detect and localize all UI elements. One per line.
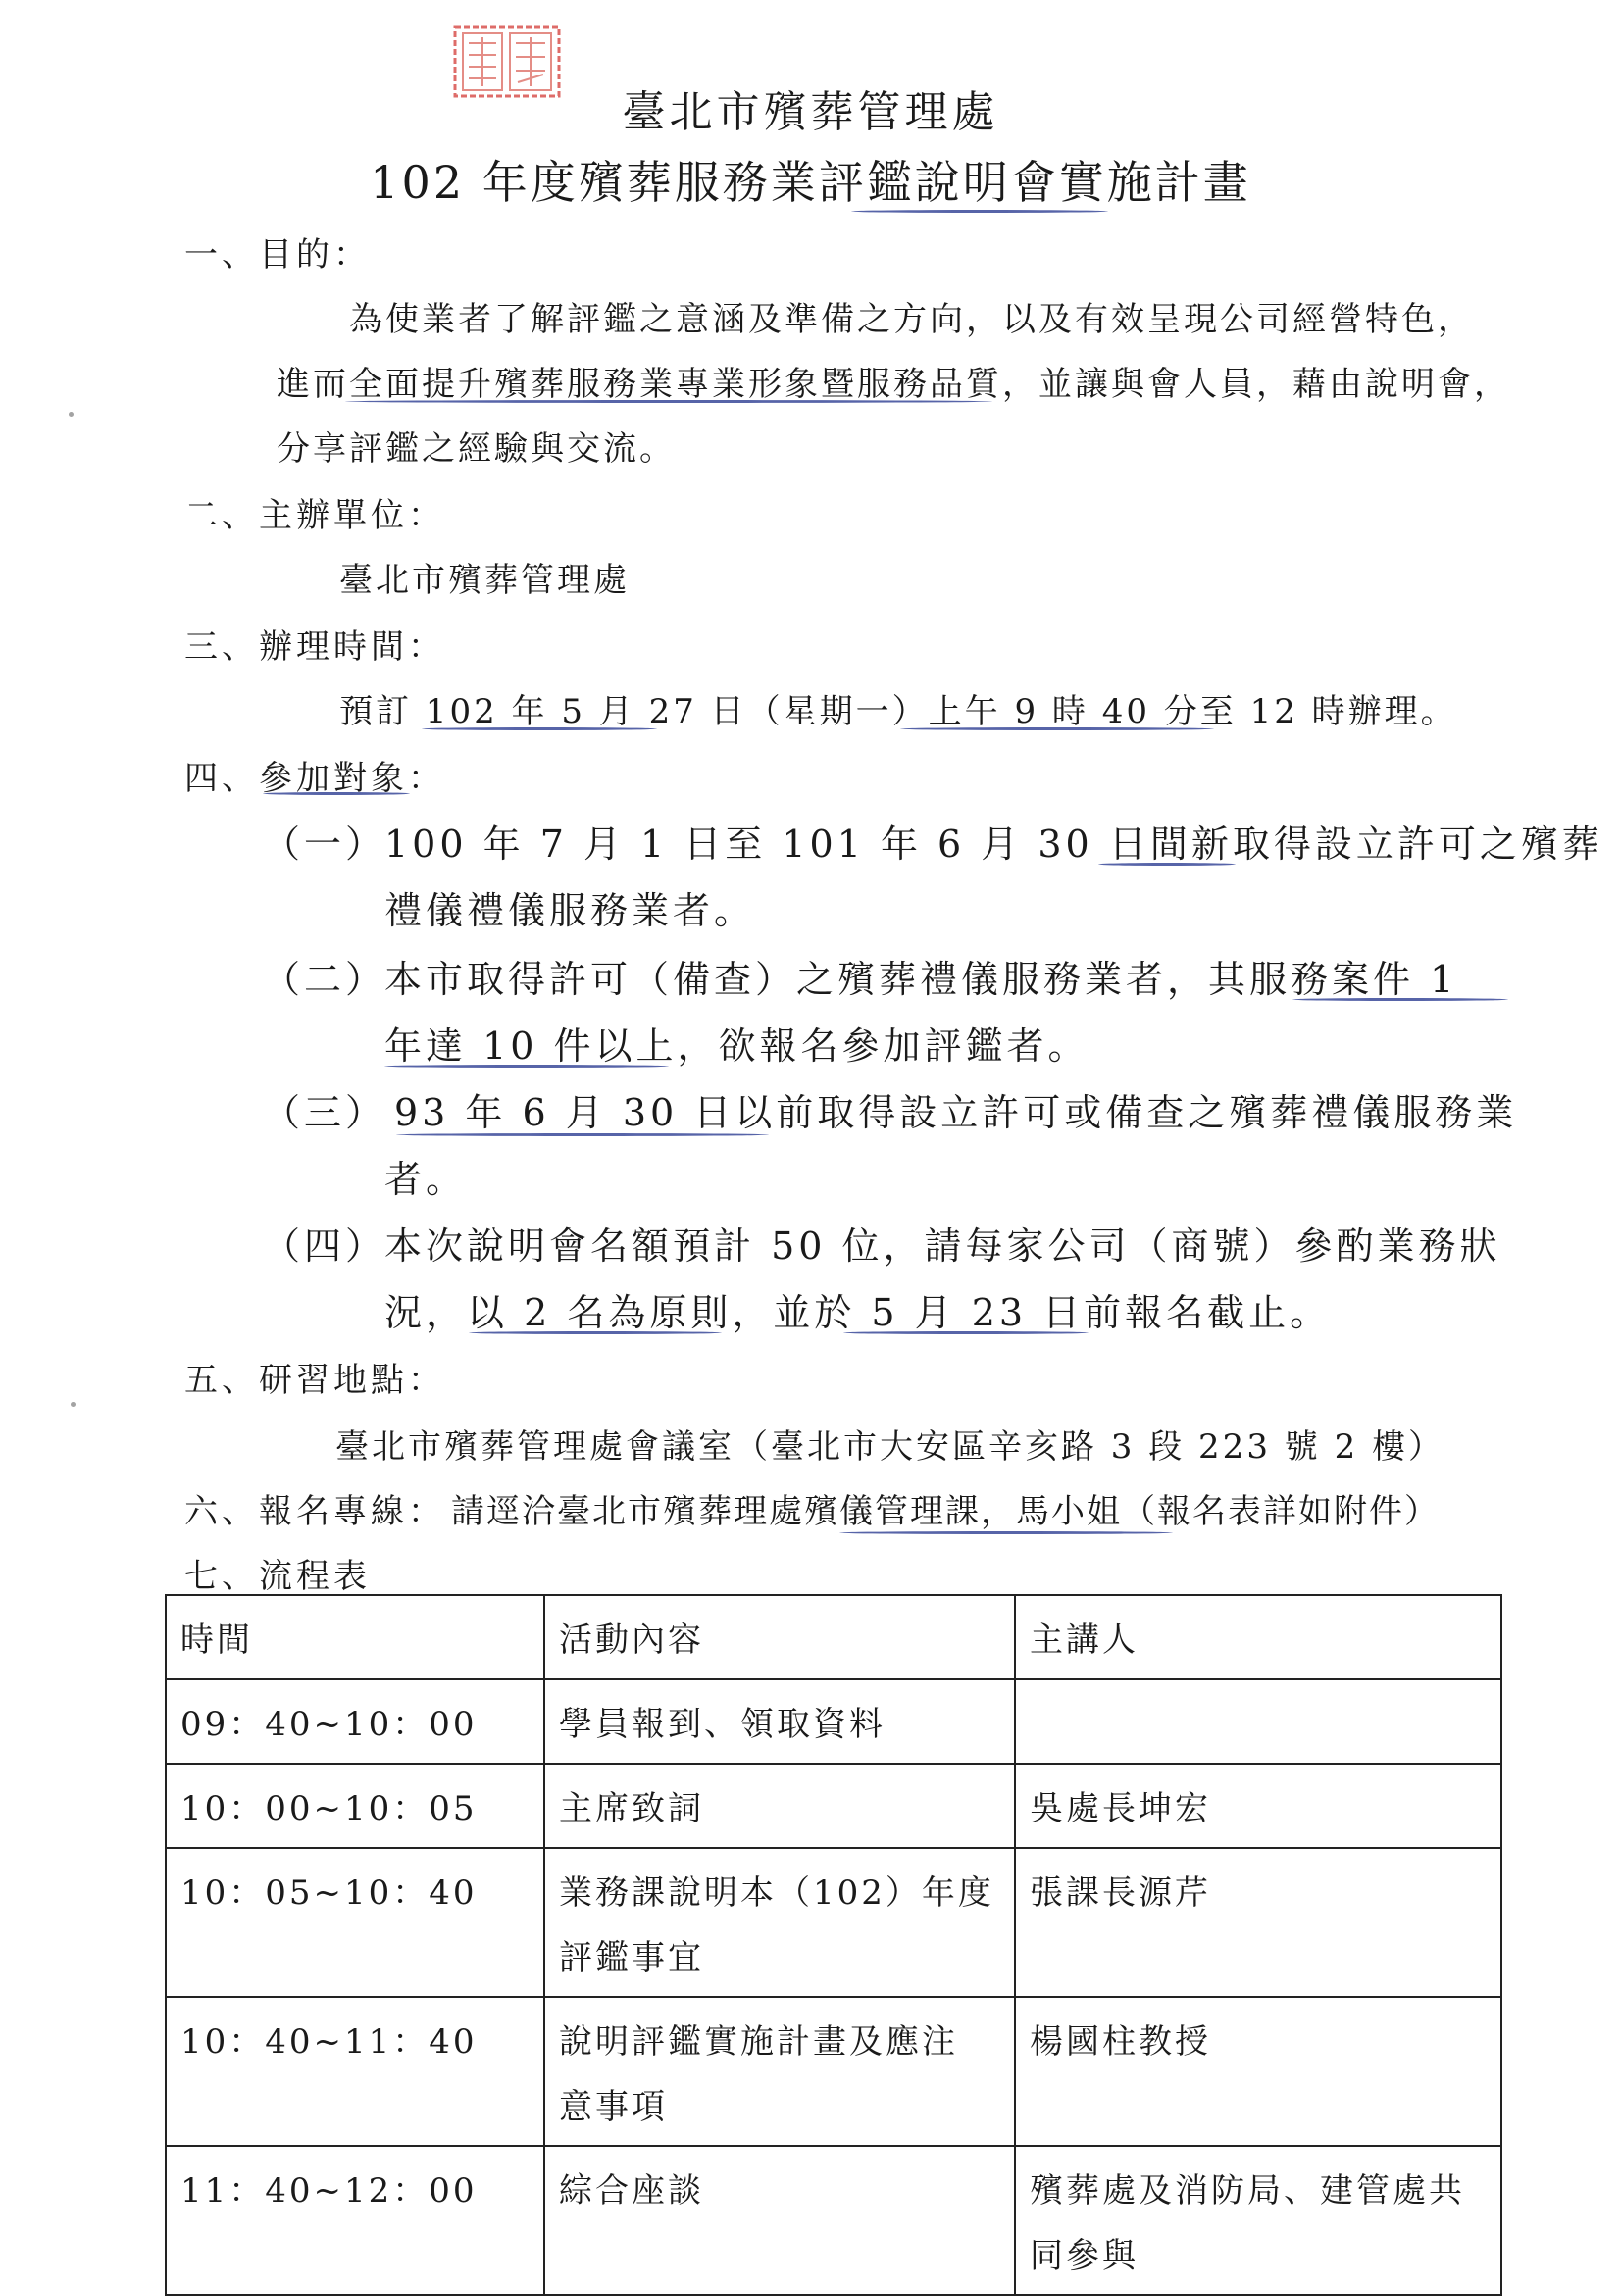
participant-item-3-label: （三） <box>263 1091 387 1134</box>
column-header-time: 時間 <box>166 1595 544 1679</box>
section-heading-purpose: 一、目的： <box>184 235 371 275</box>
activity-cell: 主席致詞 <box>544 1764 1015 1848</box>
time-cell: 11：40~12：00 <box>166 2146 544 2295</box>
event-time-text: 預訂 102 年 5 月 27 日（星期一）上午 9 時 40 分至 12 時辦理。 <box>339 692 1457 731</box>
participant-item-3-line-2: 者。 <box>384 1158 468 1201</box>
speaker-cell: 張課長源芹 <box>1015 1848 1501 1997</box>
speaker-cell: 吳處長坤宏 <box>1015 1764 1501 1848</box>
section-heading-organizer: 二、主辦單位： <box>184 496 445 535</box>
page-title-plan: 102 年度殯葬服務業評鑑說明會實施計畫 <box>370 156 1251 209</box>
participant-item-2-line-1: 本市取得許可（備查）之殯葬禮儀服務業者，其服務案件 1 <box>384 958 1458 1001</box>
column-header-activity: 活動內容 <box>544 1595 1015 1679</box>
table-row <box>166 1848 1501 1997</box>
section-heading-schedule: 七、流程表 <box>184 1557 371 1596</box>
scan-speck <box>69 412 74 417</box>
handwritten-underline <box>422 727 657 730</box>
handwritten-underline <box>396 1133 769 1136</box>
handwritten-underline <box>345 400 992 403</box>
scan-speck <box>71 1402 76 1407</box>
section-heading-participants: 四、參加對象： <box>184 759 445 798</box>
time-cell: 10：40~11：40 <box>166 1997 544 2146</box>
table-row <box>166 2146 1501 2295</box>
schedule-table <box>165 1594 1502 2296</box>
venue-text: 臺北市殯葬管理處會議室（臺北市大安區辛亥路 3 段 223 號 2 樓） <box>335 1427 1445 1467</box>
handwritten-underline <box>1292 998 1508 1001</box>
speaker-cell: 楊國柱教授 <box>1015 1997 1501 2146</box>
participant-item-3-line-1: 93 年 6 月 30 日以前取得設立許可或備查之殯葬禮儀服務業 <box>394 1091 1518 1134</box>
speaker-cell: 殯葬處及消防局、建管處共 同參與 <box>1015 2146 1501 2295</box>
participant-item-4-label: （四） <box>263 1224 387 1268</box>
handwritten-underline <box>900 727 1214 730</box>
purpose-line-1: 為使業者了解評鑑之意涵及準備之方向，以及有效呈現公司經營特色， <box>349 300 1474 339</box>
handwritten-underline <box>839 1531 1173 1534</box>
handwritten-underline <box>263 792 410 795</box>
participant-item-2-line-2: 年達 10 件以上，欲報名參加評鑑者。 <box>384 1024 1089 1068</box>
table-row <box>166 1679 1501 1764</box>
activity-cell: 綜合座談 <box>544 2146 1015 2295</box>
participant-item-1-label: （一） <box>263 823 387 866</box>
time-cell: 10：05~10：40 <box>166 1848 544 1997</box>
time-cell: 10：00~10：05 <box>166 1764 544 1848</box>
handwritten-underline <box>851 210 1108 213</box>
handwritten-underline <box>384 1065 669 1068</box>
section-heading-venue: 五、研習地點： <box>184 1361 445 1400</box>
column-header-speaker: 主講人 <box>1015 1595 1501 1679</box>
table-row <box>166 1997 1501 2146</box>
section-heading-time: 三、辦理時間： <box>184 627 445 667</box>
participant-item-1-line-1: 100 年 7 月 1 日至 101 年 6 月 30 日間新取得設立許可之殯葬 <box>384 823 1603 866</box>
participant-item-4-line-1: 本次說明會名額預計 50 位，請每家公司（商號）參酌業務狀 <box>384 1224 1501 1268</box>
handwritten-underline <box>469 1331 722 1334</box>
time-cell: 09：40~10：00 <box>166 1679 544 1764</box>
handwritten-underline <box>1098 863 1236 866</box>
table-header-row <box>166 1595 1501 1679</box>
purpose-line-2: 進而全面提升殯葬服務業專業形象暨服務品質，並讓與會人員，藉由說明會， <box>277 365 1510 404</box>
purpose-line-3: 分享評鑑之經驗與交流。 <box>277 429 676 469</box>
table-row <box>166 1764 1501 1848</box>
activity-cell: 業務課說明本（102）年度 評鑑事宜 <box>544 1848 1015 1997</box>
activity-cell: 學員報到、領取資料 <box>544 1679 1015 1764</box>
section-heading-registration: 六、報名專線： <box>184 1492 445 1531</box>
page-title-organization: 臺北市殯葬管理處 <box>622 87 999 137</box>
activity-cell: 說明評鑑實施計畫及應注 意事項 <box>544 1997 1015 2146</box>
speaker-cell <box>1015 1679 1501 1764</box>
handwritten-underline <box>843 1331 1089 1334</box>
registration-text: 請逕洽臺北市殯葬理處殯儀管理課，馬小姐（報名表詳如附件） <box>451 1492 1440 1531</box>
organizer-name: 臺北市殯葬管理處 <box>339 561 630 600</box>
participant-item-4-line-2: 況，以 2 名為原則，並於 5 月 23 日前報名截止。 <box>384 1291 1332 1334</box>
participant-item-2-label: （二） <box>263 958 387 1001</box>
participant-item-1-line-2: 禮儀禮儀服務業者。 <box>384 889 756 932</box>
